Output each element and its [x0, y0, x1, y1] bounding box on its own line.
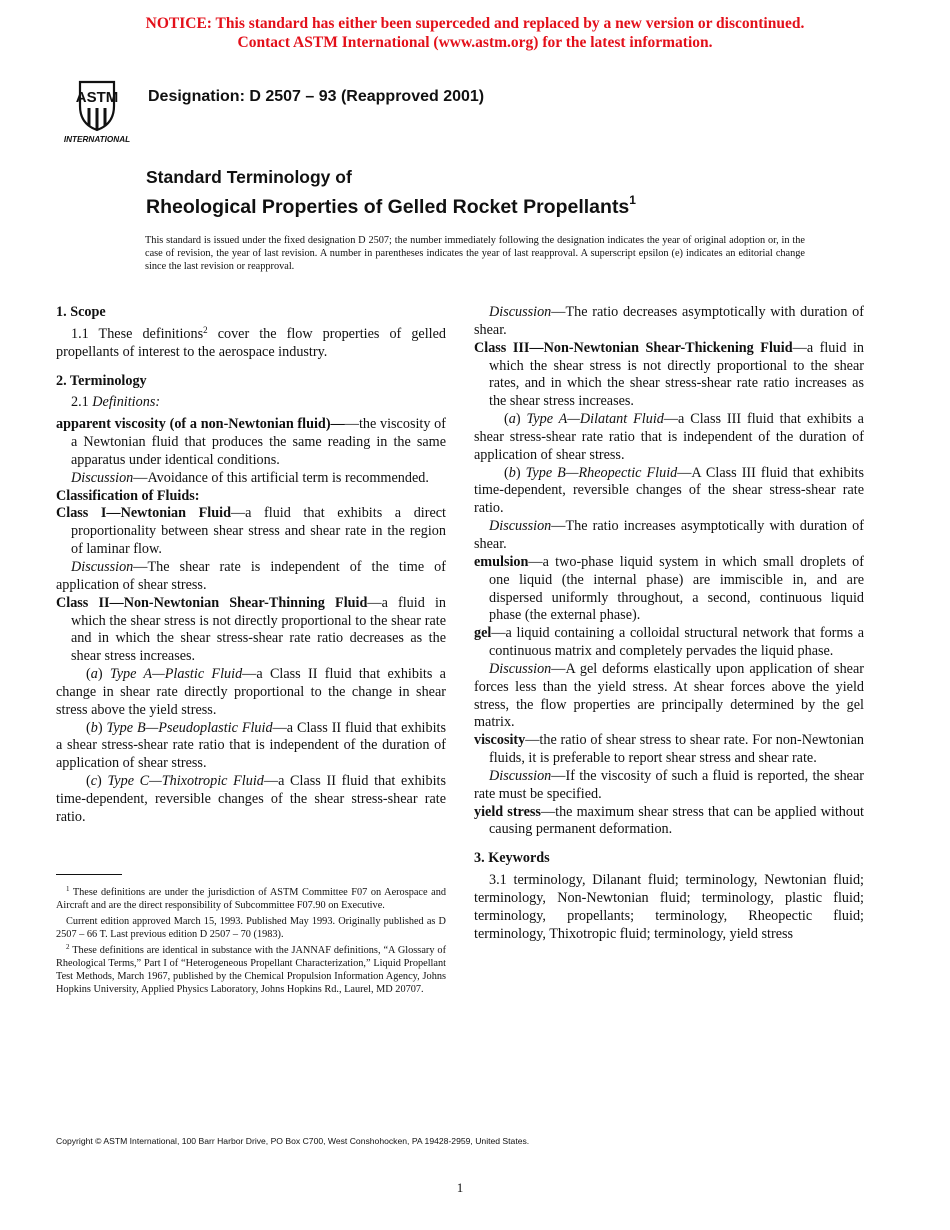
term-yield-stress: yield stress [474, 803, 541, 820]
type-text: —a Class III fluid that exhibits a shear stress-shear rate ratio that is independent of the duration of application of shear stress. [474, 411, 864, 463]
footnote-2-text: These definitions are identical in substance with the JANNAF definitions, “A Glossary of Rheological Terms,” Part I of “Heterogeneous Propellant Characterization,” Liquid Propellant Test Methods, March 1967, published by the Chemical Propulsion Information Agency, Johns Hopkins University, Applied Physics Laboratory, Johns Hopkins Rd., Laurel, MD 20707. [56, 945, 446, 995]
type-text: —a Class II fluid that exhibits time-dependent, reversible changes of the shear stress-shear rate ratio. [56, 773, 446, 825]
item-label: a [90, 666, 98, 683]
disc-text: —The ratio increases asymptotically with duration of shear. [474, 518, 864, 552]
discussion-label: Discussion [489, 518, 552, 535]
scope-text-a: 1.1 These definitions [71, 325, 204, 342]
disc-text: —The shear rate is independent of the time of application of shear stress. [56, 558, 446, 593]
classification-heading: Classification of Fluids: [56, 487, 200, 504]
disc-gel [474, 661, 864, 732]
def-class-2-type-b: (b) Type B—Pseudoplastic Fluid—a Class II fluid that exhibits a shear stress-shear rate ratio that is independent of the duration of application of shear stress. [56, 719, 446, 772]
keywords-text: 3.1 terminology, Dilanant fluid; terminology, Newtonian fluid; terminology, Non-Newtonian fluid; terminology, plastic fluid; terminology, propellants; terminology, Rheopectic fluid; terminology, Thixotropic fluid; terminology, yield stress [474, 872, 864, 942]
notice-banner [0, 14, 950, 52]
logo-letters: ASTM [75, 89, 119, 106]
term-gel: gel [474, 625, 492, 642]
item-label: b [90, 719, 98, 736]
item-label: c [90, 773, 98, 790]
def-apparent-viscosity [56, 416, 446, 470]
type-text: —A Class III fluid that exhibits time-dependent, reversible changes of the shear stress-shear rate ratio. [474, 464, 864, 517]
terminology-heading: 2. Terminology [56, 372, 147, 389]
disc-viscosity [474, 768, 864, 804]
footnote-1-text: These definitions are under the jurisdiction of ASTM Committee F07 on Aerospace and Aircraft and are the direct responsibility of Subcommittee F07.90 on Executive. [56, 887, 446, 911]
text-yield-stress: —the maximum shear stress that can be applied without causing permanent deformation. [489, 803, 864, 838]
scope-1-1 [56, 326, 446, 362]
scope-footnote-mark: 2 [203, 324, 208, 335]
def-class-2-type-c: (c) Type C—Thixotropic Fluid—a Class II fluid that exhibits time-dependent, reversible changes of the shear stress-shear rate ratio. [56, 773, 446, 825]
copyright: Copyright © ASTM International, 100 Barr Harbor Drive, PO Box C700, West Conshohocken, PA 19428-2959, United States. [56, 1136, 530, 1146]
definitions-num: 2.1 [71, 394, 93, 411]
type-text: —a Class II fluid that exhibits a shear stress-shear rate ratio that is independent of the duration of application of shear stress. [56, 719, 446, 772]
disc-class-2 [474, 304, 864, 340]
term-emulsion: emulsion [474, 553, 529, 570]
disc-text: —The ratio decreases asymptotically with duration of shear. [474, 304, 864, 338]
discussion-label: Discussion [71, 469, 134, 486]
disc-text: —Avoidance of this artificial term is recommended. [133, 469, 429, 486]
disc-class-3 [474, 518, 864, 554]
text-class-3: —a fluid in which the shear stress is not directly proportional to the shear rates, and in which the shear stress-shear rate ratio increases as the shear stress increases. [489, 339, 864, 410]
text-class-1: —a fluid that exhibits a direct proportionality between shear stress and shear rate in the region of laminar flow. [71, 505, 446, 558]
def-gel [474, 625, 864, 661]
term-class-3: Class III—Non-Newtonian Shear-Thickening Fluid [474, 339, 793, 356]
term-class-2: Class II—Non-Newtonian Shear-Thinning Fluid [56, 594, 368, 611]
discussion-label: Discussion [489, 767, 552, 784]
page-number: 1 [456, 1180, 464, 1195]
footnotes [56, 886, 446, 999]
def-yield-stress [474, 804, 864, 840]
type-name: Type A—Dilatant Fluid [526, 411, 664, 428]
issued-note: This standard is issued under the fixed designation D 2507; the number immediately following the designation indicates the year of original adoption or, in the case of revision, the year of last revision. A number in parentheses indicates the year of last reapproval. A superscript epsilon (e) indicates an editorial change since the last revision or reapproval. [145, 235, 805, 272]
item-label: b [508, 464, 516, 481]
term-apparent-viscosity: apparent viscosity (of a non-Newtonian fluid)— [56, 416, 345, 433]
disc-text: —A gel deforms elastically upon application of shear forces less than the yield stress. At shear forces above the yield stress, the flow properties are principally determined by the gel matrix. [474, 660, 864, 731]
title-line-1: Standard Terminology of [146, 167, 352, 187]
term-class-1: Class I—Newtonian Fluid [56, 505, 231, 522]
definitions-label [56, 394, 446, 412]
footnote-2 [56, 944, 446, 996]
def-class-2-type-a: (a) Type A—Plastic Fluid—a Class II fluid that exhibits a change in shear rate directly proportional to the change in shear stress above the yield stress. [56, 666, 446, 718]
discussion-label: Discussion [489, 660, 552, 677]
disc-class-1 [56, 559, 446, 595]
def-class-2 [56, 595, 446, 666]
footnote-1 [56, 886, 446, 912]
def-class-3-type-b: (b) Type B—Rheopectic Fluid—A Class III fluid that exhibits time-dependent, reversible changes of the shear stress-shear rate ratio. [474, 464, 864, 517]
disc-text: —If the viscosity of such a fluid is reported, the shear rate must be specified. [474, 767, 864, 802]
def-emulsion [474, 554, 864, 625]
logo-caption: INTERNATIONAL [63, 135, 131, 144]
keywords-heading: 3. Keywords [474, 850, 550, 867]
footnote-1b: Current edition approved March 15, 1993. Published May 1993. Originally published as D 2507 – 66 T. Last previous edition D 2507 – 70 (1983). [56, 916, 446, 940]
right-column [474, 304, 864, 944]
def-class-1 [56, 505, 446, 559]
def-class-3-type-a: (a) Type A—Dilatant Fluid—a Class III fluid that exhibits a shear stress-shear rate ratio that is independent of the duration of application of shear stress. [474, 411, 864, 463]
def-class-3 [474, 340, 864, 411]
astm-logo [58, 76, 136, 144]
def-viscosity [474, 732, 864, 768]
scope-text-b: cover the flow properties of gelled propellants of interest to the aerospace industry. [56, 325, 446, 360]
type-text: —a Class II fluid that exhibits a change in shear rate directly proportional to the change in shear stress above the yield stress. [56, 666, 446, 718]
text-emulsion: —a two-phase liquid system in which small droplets of one liquid (the internal phase) are immiscible in, and are dispersed uniformly throughout, a second, continuous liquid phase (the external phase). [489, 553, 864, 624]
term-viscosity: viscosity [474, 732, 526, 749]
footnote-1-mark: 1 [66, 885, 70, 893]
item-label: a [508, 411, 516, 428]
scope-heading: 1. Scope [56, 304, 106, 320]
title-line-2 [146, 188, 636, 219]
discussion-label: Discussion [489, 304, 552, 320]
type-name: Type C—Thixotropic Fluid [107, 773, 264, 790]
notice-line-2: Contact ASTM International (www.astm.org) for the latest information. [237, 34, 713, 51]
type-name: Type B—Rheopectic Fluid [525, 464, 678, 481]
text-viscosity: —the ratio of shear stress to shear rate. For non-Newtonian fluids, it is preferable to report shear stress and shear rate. [489, 732, 864, 767]
designation: Designation: D 2507 – 93 (Reapproved 2001) [148, 88, 485, 105]
definitions-italic: Definitions: [92, 394, 161, 411]
type-name: Type A—Plastic Fluid [109, 666, 243, 683]
type-name: Type B—Pseudoplastic Fluid [106, 719, 273, 736]
text-class-2: —a fluid in which the shear stress is not directly proportional to the shear rate and in which the shear stress-shear rate ratio decreases as the shear stress increases. [71, 594, 446, 665]
disc-apparent-viscosity [56, 470, 446, 488]
text-gel: —a liquid containing a colloidal structural network that forms a continuous matrix and completely pervades the liquid phase. [489, 625, 864, 660]
footnote-rule [56, 874, 122, 875]
title-footnote-mark: 1 [629, 193, 636, 207]
footnote-2-mark: 2 [66, 943, 70, 951]
text-apparent-viscosity: —the viscosity of a Newtonian fluid that produces the same reading in the same apparatus under identical conditions. [71, 416, 446, 468]
discussion-label: Discussion [71, 558, 134, 575]
title-line-2-text: Rheological Properties of Gelled Rocket Propellants [146, 196, 630, 218]
left-column [56, 304, 446, 827]
notice-line-1: NOTICE: This standard has either been superceded and replaced by a new version or discontinued. [145, 15, 805, 32]
document-title [146, 166, 636, 219]
